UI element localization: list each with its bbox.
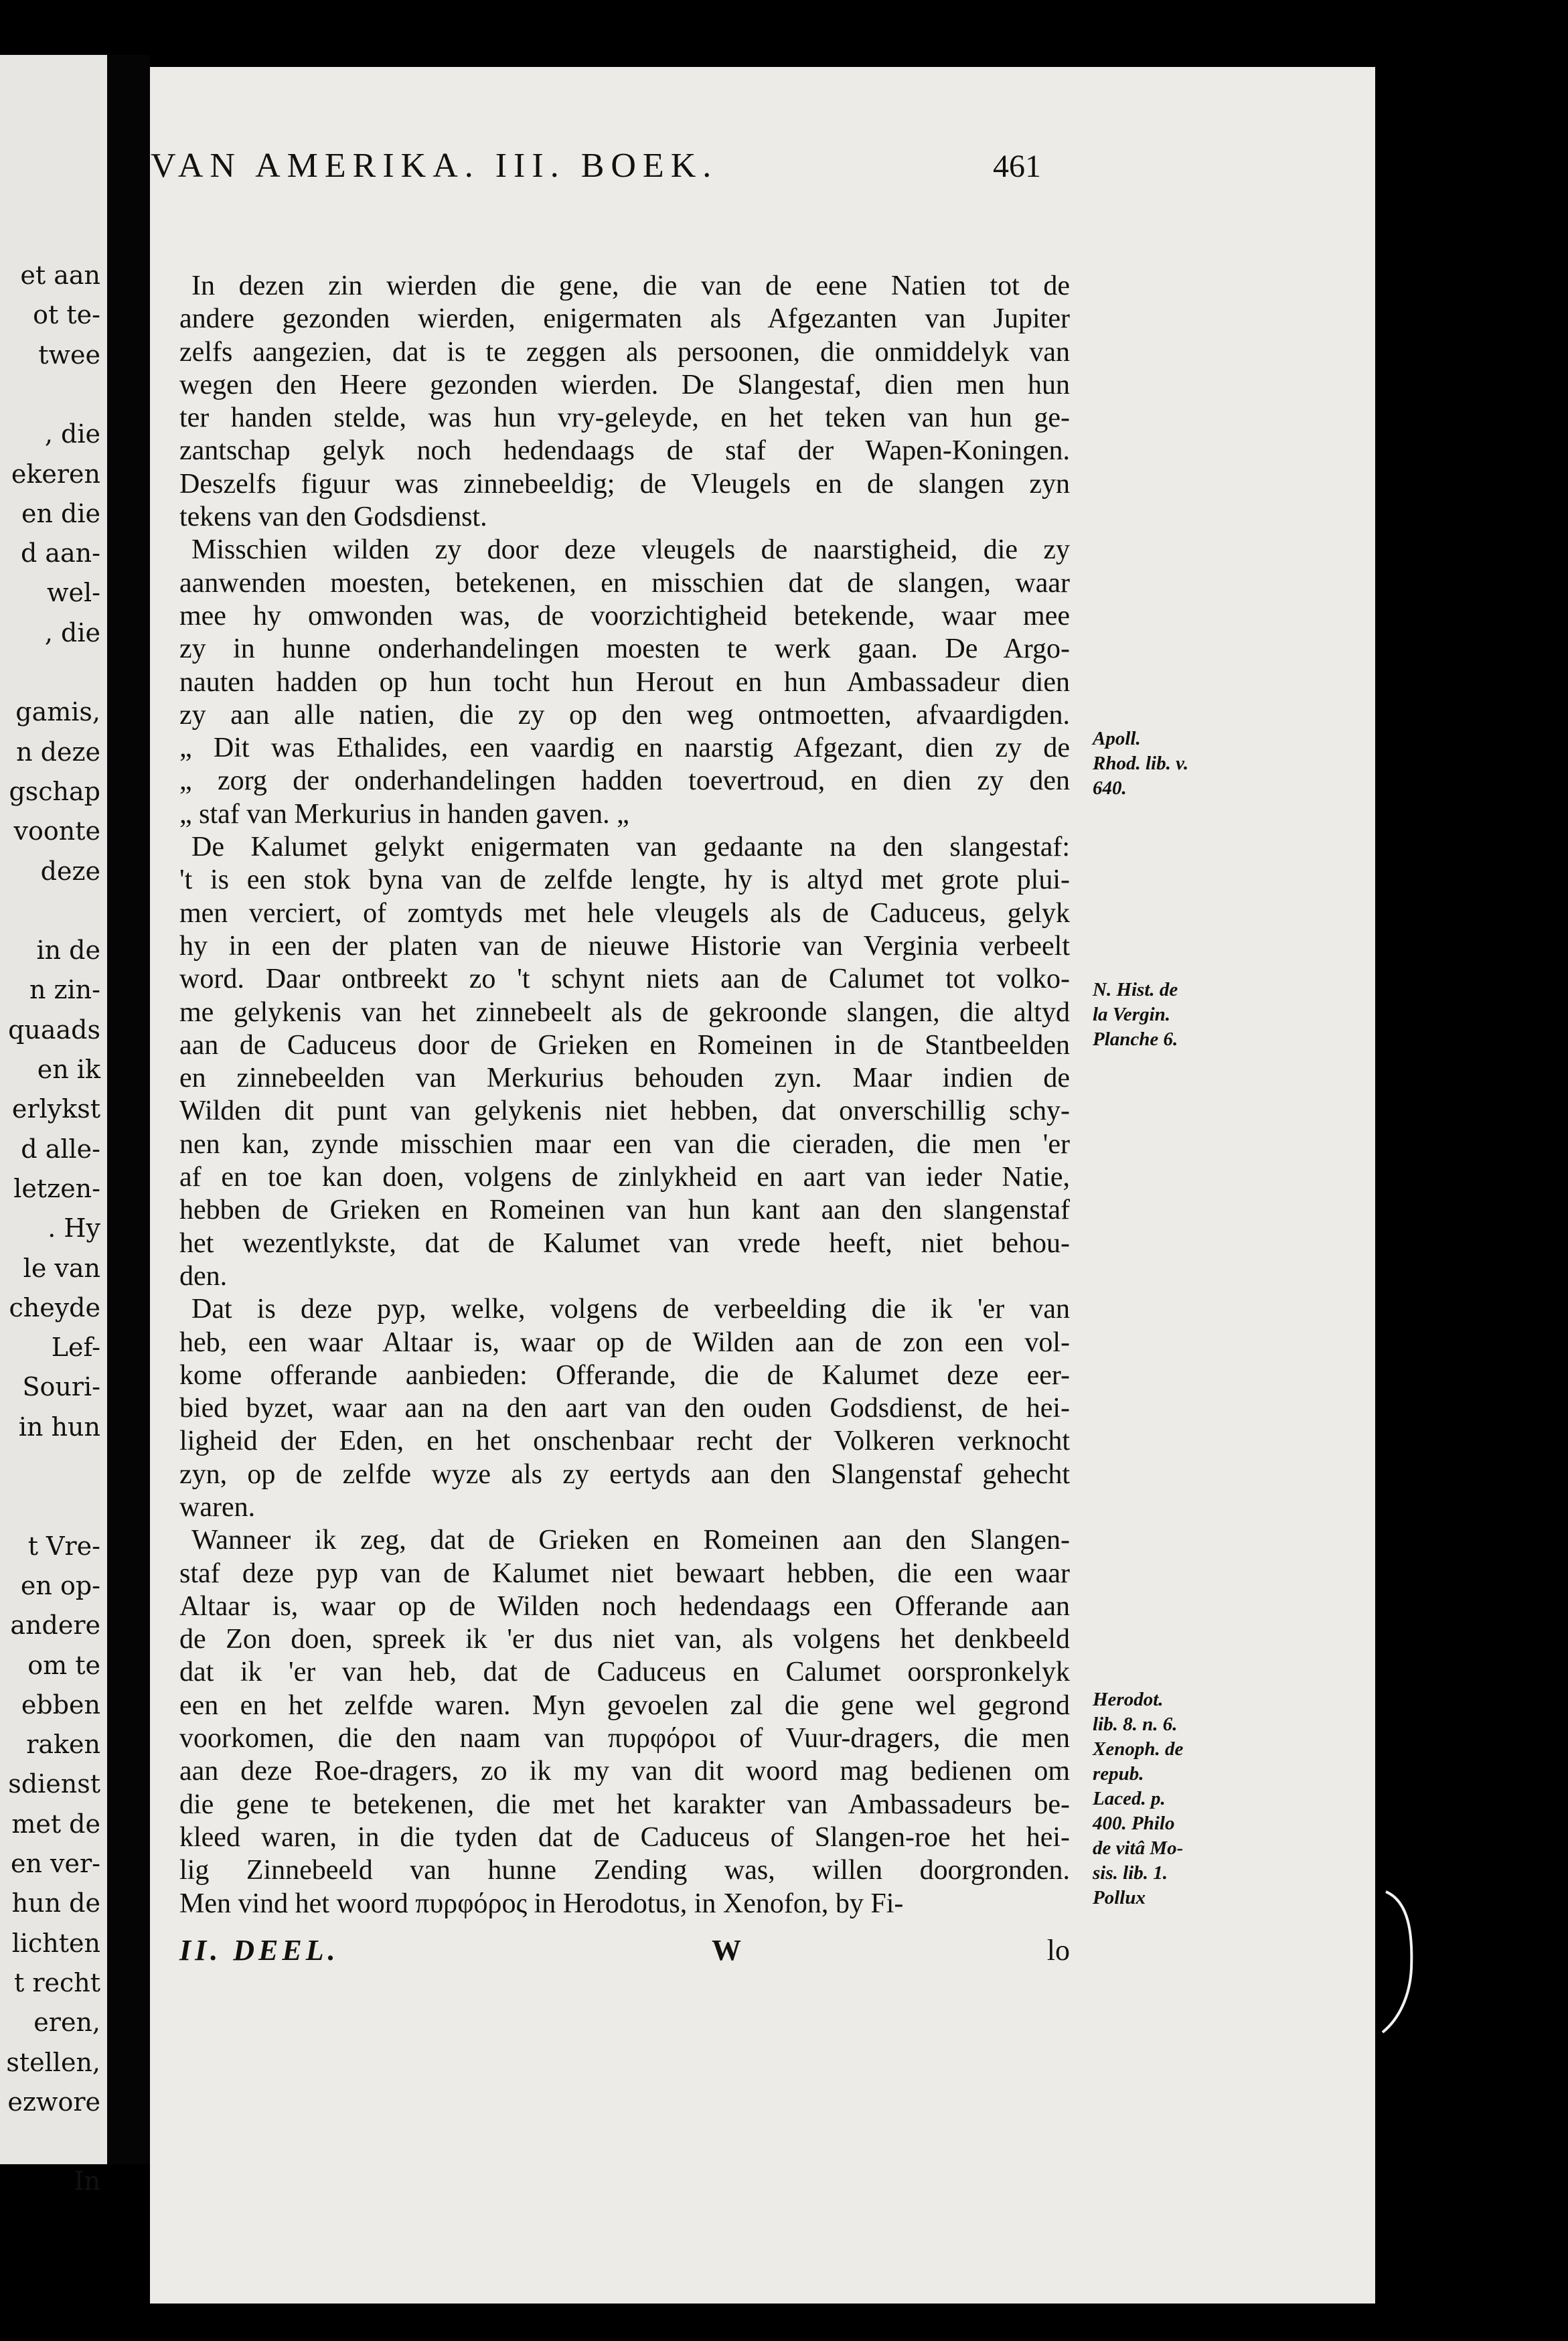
left-page-fragment: stellen, (6, 2047, 100, 2077)
text-line: kleed waren, in die tyden dat de Caduceus of Slangen-roe het hei- (179, 1821, 1070, 1853)
text-line: waren. (179, 1491, 256, 1523)
margin-note-herodot: Herodot. lib. 8. n. 6. Xenoph. de repub. Laced. p. 400. Philo de vitâ Mo-sis. lib. 1. Pollux (1093, 1689, 1184, 1908)
text-line: De Kalumet gelykt enigermaten van gedaante na den slangestaf: (191, 832, 1070, 863)
text-line: het wezentlykste, dat de Kalumet van vrede heeft, niet behou- (179, 1227, 1070, 1259)
margin-note-apoll: Apoll. Rhod. lib. v. 640. (1093, 728, 1189, 799)
left-page-fragment: met de (11, 1809, 100, 1839)
left-page-fragment: ekeren (11, 459, 100, 489)
running-header (151, 146, 1041, 193)
left-page-fragment: en op- (20, 1570, 100, 1600)
text-line: nen kan, zynde misschien maar een van die cieraden, die men 'er (179, 1128, 1070, 1160)
left-page-fragment: Souri- (22, 1372, 100, 1402)
left-page-fragment: wel- (46, 578, 100, 608)
text-line: men verciert, of zomtyds met hele vleugels als de Caduceus, gelyk (179, 897, 1070, 929)
catchword: lo (1046, 1934, 1070, 1967)
text-line: Altaar is, waar op de Wilden noch hedendaags een Offerande aan (179, 1590, 1070, 1622)
text-line: Dat is deze pyp, welke, volgens de verbeelding die ik 'er van (191, 1294, 1070, 1325)
text-line: In dezen zin wierden die gene, die van de eene Natien tot de (191, 271, 1070, 301)
page-footer (179, 1933, 1070, 1973)
left-page-fragment: sdienst (8, 1769, 100, 1799)
text-line: hy in een der platen van de nieuwe Historie van Verginia verbeelt (179, 930, 1070, 962)
text-line: de Zon doen, spreek ik 'er dus niet van, als volgens het denkbeeld (179, 1624, 1070, 1655)
left-page-fragment: cheyde (9, 1292, 100, 1323)
left-page-fragment: in de (36, 935, 100, 966)
text-line: kome offerande aanbieden: Offerande, die de Kalumet deze eer- (179, 1359, 1070, 1391)
left-page-fragment: , die (44, 419, 100, 449)
left-page-fragment: . Hy (48, 1213, 100, 1243)
left-page-fragment: quaads (8, 1014, 100, 1045)
left-page-edge (0, 55, 107, 2196)
text-line: Men vind het woord πυρφόρος in Herodotus, in Xenofon, by Fi- (179, 1888, 904, 1919)
left-page-fragment: eren, (33, 2008, 100, 2038)
text-line: ter handen stelde, was hun vry-geleyde, en het teken van hun ge- (179, 402, 1070, 434)
running-title: VAN AMERIKA. III. BOEK. (151, 147, 718, 185)
left-page-fragment: en ik (37, 1055, 100, 1084)
left-page-fragment: Lef- (51, 1333, 100, 1363)
text-line: „ zorg der onderhandelingen hadden toevertroud, en dien zy den (179, 765, 1070, 797)
text-line: zy aan alle natien, die zy op den weg ontmoetten, afvaardigden. (179, 699, 1070, 731)
text-line: zelfs aangezien, dat is te zeggen als persoonen, die onmiddelyk van (179, 336, 1070, 368)
text-line: aan deze Roe-dragers, zo ik my van dit woord mag bedienen om (179, 1756, 1070, 1787)
left-page-fragment: en die (21, 498, 100, 528)
text-line: heb, een waar Altaar is, waar op de Wilden aan de zon een vol- (179, 1327, 1070, 1358)
text-line: Deszelfs figuur was zinnebeeldig; de Vleugels en de slangen zyn (179, 468, 1070, 500)
text-line: Wanneer ik zeg, dat de Grieken en Romeinen aan den Slangen- (191, 1525, 1070, 1556)
left-page-fragment: voonte (13, 816, 100, 846)
text-line: voorkomen, die den naam van πυρφόροι of Vuur-dragers, die men (179, 1723, 1070, 1754)
left-page-fragment: n deze (16, 737, 100, 767)
left-page-fragment: ot te- (33, 300, 100, 330)
left-page-fragment: gschap (9, 776, 100, 806)
text-line: Misschien wilden zy door deze vleugels de naarstigheid, die zy (191, 534, 1070, 566)
book-gutter (107, 55, 150, 2164)
text-line: hebben de Grieken en Romeinen van hun kant aan den slangenstaf (179, 1195, 1070, 1226)
text-line: ligheid der Eden, en het onschenbaar recht der Volkeren verknocht (179, 1426, 1070, 1457)
left-page-fragment: in hun (18, 1412, 100, 1442)
left-page-fragment: d aan- (20, 538, 100, 569)
text-line: 't is een stok byna van de zelfde lengte, hy is altyd met grote plui- (179, 864, 1070, 896)
left-page-fragment: raken (26, 1730, 100, 1760)
text-line: dat ik 'er van heb, dat de Caduceus en Calumet oorspronkelyk (179, 1657, 1070, 1688)
text-line: mee hy omwonden was, de voorzichtigheid betekende, waar mee (179, 600, 1070, 631)
text-line: af en toe kan doen, volgens de zinlykheid en aart van ieder Natie, (179, 1162, 1070, 1193)
text-line: aan de Caduceus door de Grieken en Romeinen in de Stantbeelden (179, 1029, 1070, 1061)
text-line: een en het zelfde waren. Myn gevoelen zal die gene wel gegrond (179, 1689, 1070, 1721)
left-page-fragment: , die (44, 617, 100, 648)
text-line: zantschap gelyk noch hedendaags de staf der Wapen-Koningen. (179, 435, 1070, 467)
volume-label: II. DEEL. (179, 1934, 339, 1967)
left-page-fragment: In (74, 2166, 100, 2196)
text-line: me gelykenis van het zinnebeelt als de gekroonde slangen, die altyd (179, 996, 1070, 1028)
left-page-fragment: letzen- (13, 1173, 100, 1203)
text-line: die gene te betekenen, die met het karakter van Ambassadeurs be- (179, 1789, 1070, 1820)
pencil-mark (1373, 1888, 1426, 2036)
body-text (179, 270, 1070, 1920)
left-page-fragment: t Vre- (27, 1531, 100, 1561)
left-page-fragment: t recht (13, 1967, 100, 1997)
left-page-fragment: gamis, (15, 697, 100, 727)
text-line: tekens van den Godsdienst. (179, 502, 487, 533)
left-page-fragment: ebben (21, 1689, 100, 1720)
text-line: en zinnebeelden van Merkurius behouden zyn. Maar indien de (179, 1063, 1070, 1094)
text-line: den. (179, 1260, 228, 1292)
left-page-fragment: erlykst (11, 1094, 100, 1124)
text-line: nauten hadden op hun tocht hun Herout en hun Ambassadeur dien (179, 666, 1070, 698)
text-line: zyn, op de zelfde wyze als zy eertyds aan den Slangenstaf gehecht (179, 1458, 1070, 1490)
text-line: aanwenden moesten, betekenen, en misschien dat de slangen, waar (179, 567, 1070, 599)
text-line: word. Daar ontbreekt zo 't schynt niets aan de Calumet tot volko- (179, 964, 1070, 995)
left-page-fragment: twee (38, 339, 100, 370)
text-line: Wilden dit punt van gelykenis niet hebben, dat onverschillig schy- (179, 1096, 1070, 1127)
signature-mark: W (712, 1934, 741, 1967)
left-page-fragment: hun de (11, 1888, 100, 1918)
text-line: bied byzet, waar aan na den aart van den ouden Godsdienst, de hei- (179, 1393, 1070, 1424)
left-page-fragment: lichten (11, 1928, 100, 1958)
left-page-fragment: andere (10, 1610, 100, 1641)
left-page-fragment: et aan (20, 260, 100, 290)
left-page-fragment: n zin- (29, 975, 100, 1005)
left-page-fragment: d alle- (21, 1134, 100, 1164)
left-page-fragment: ezwore (7, 2087, 100, 2117)
text-line: staf deze pyp van de Kalumet niet bewaart hebben, die een waar (179, 1558, 1070, 1589)
left-page-fragment: deze (40, 856, 100, 886)
text-line: „ staf van Merkurius in handen gaven. „ (179, 798, 629, 830)
left-page-fragment: le van (23, 1253, 100, 1283)
text-line: zy in hunne onderhandelingen moesten te werk gaan. De Argo- (179, 633, 1070, 665)
text-line: lig Zinnebeeld van hunne Zending was, willen doorgronden. (179, 1855, 1070, 1886)
margin-note-hist-vergin: N. Hist. de la Vergin. Planche 6. (1093, 979, 1178, 1050)
text-line: „ Dit was Ethalides, een vaardig en naarstig Afgezant, dien zy de (179, 733, 1070, 764)
text-line: andere gezonden wierden, enigermaten als Afgezanten van Jupiter (179, 303, 1070, 335)
text-line: wegen den Heere gezonden wierden. De Slangestaf, dien men hun (179, 369, 1070, 400)
left-page-fragment: en ver- (10, 1849, 100, 1878)
left-page-fragment: om te (27, 1650, 100, 1680)
page-number: 461 (993, 149, 1041, 184)
